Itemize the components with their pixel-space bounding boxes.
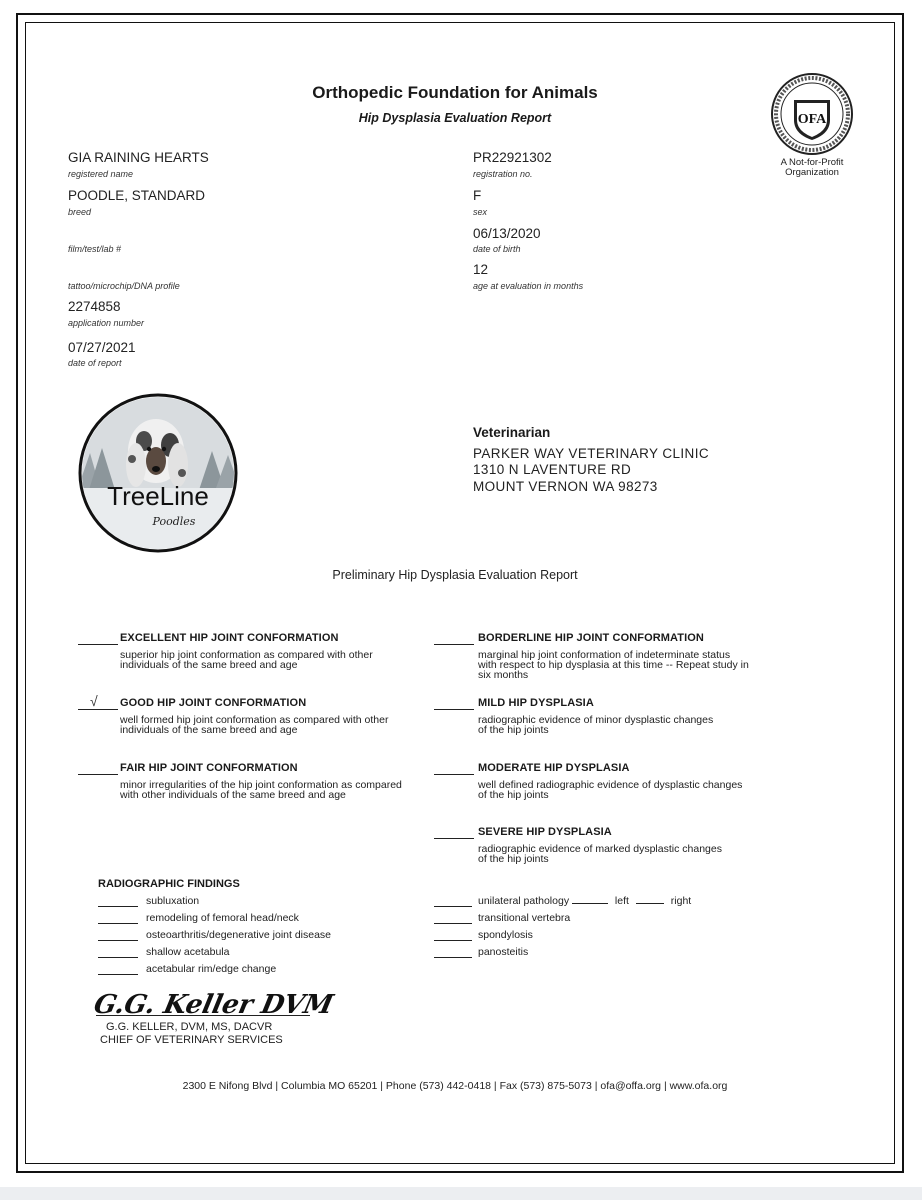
handwritten-signature (91, 983, 336, 1023)
treeline-poodles-logo (78, 393, 238, 553)
finding-blank (98, 906, 138, 907)
preliminary-title: Preliminary Hip Dysplasia Evaluation Report (332, 568, 578, 582)
finding-item: panosteitis (478, 946, 529, 958)
grade-blank (78, 644, 118, 645)
finding-item: osteoarthritis/degenerative joint disease (146, 929, 332, 941)
finding-item: acetabular rim/edge change (146, 963, 277, 975)
right-blank (636, 903, 664, 904)
application-number-caption: application number (68, 318, 145, 328)
film-number-caption: film/test/lab # (68, 244, 122, 254)
grade-description: well defined radiographic evidence of dysplastic changes of the hip joints (478, 779, 743, 801)
report-title: Orthopedic Foundation for Animals (312, 83, 598, 102)
grade-description: well formed hip joint conformation as compared with other individuals of the same breed and age (120, 714, 389, 736)
tattoo-caption: tattoo/microchip/DNA profile (68, 281, 180, 291)
finding-blank (434, 940, 472, 941)
finding-item: transitional vertebra (478, 912, 571, 924)
findings-heading: RADIOGRAPHIC FINDINGS (98, 878, 240, 890)
grade-description: superior hip joint conformation as compared with other individuals of the same breed and age (120, 649, 373, 671)
svg-text:OFA: OFA (797, 112, 827, 127)
grade-blank (78, 774, 118, 775)
sex-value: F (473, 188, 482, 203)
grade-label: BORDERLINE HIP JOINT CONFORMATION (478, 632, 704, 644)
grade-description: minor irregularities of the hip joint conformation as compared with other individuals of the same breed and age (120, 779, 402, 801)
finding-blank (434, 906, 472, 907)
registration-no-caption: registration no. (473, 169, 533, 179)
report-date-value: 07/27/2021 (68, 340, 136, 355)
report-date-caption: date of report (68, 358, 122, 368)
footer-contact: 2300 E Nifong Blvd | Columbia MO 65201 | Phone (573) 442-0418 | Fax (573) 875-5073 | ofa@offa.org | www.ofa.org (182, 1080, 728, 1092)
grade-blank (434, 774, 474, 775)
birth-date-value: 06/13/2020 (473, 226, 541, 241)
grade-label: GOOD HIP JOINT CONFORMATION (120, 697, 307, 709)
finding-item: remodeling of femoral head/neck (146, 912, 299, 924)
finding-blank (434, 923, 472, 924)
finding-item: subluxation (146, 895, 200, 907)
finding-item: shallow acetabula (146, 946, 230, 958)
right-word: right (670, 895, 692, 907)
veterinarian-street: 1310 N LAVENTURE RD (473, 462, 632, 477)
report-subtitle: Hip Dysplasia Evaluation Report (358, 111, 552, 125)
nonprofit-caption: A Not-for-Profit Organization (780, 157, 844, 178)
veterinarian-heading: Veterinarian (473, 425, 551, 440)
grade-description: radiographic evidence of marked dysplastic changes of the hip joints (478, 843, 722, 865)
veterinarian-city: MOUNT VERNON WA 98273 (473, 479, 658, 494)
finding-blank (98, 974, 138, 975)
grade-label: MODERATE HIP DYSPLASIA (478, 762, 630, 774)
sex-caption: sex (473, 207, 488, 217)
signature-line (96, 1015, 310, 1016)
grade-blank (78, 709, 118, 710)
finding-blank (98, 957, 138, 958)
finding-blank (98, 923, 138, 924)
left-blank (572, 903, 608, 904)
grade-description: marginal hip joint conformation of indeterminate status with respect to hip dysplasia at this time -- Repeat study in six months (478, 649, 749, 681)
breed-value: POODLE, STANDARD (68, 188, 206, 203)
svg-text:Poodles: Poodles (152, 515, 196, 528)
breed-caption: breed (68, 207, 92, 217)
grade-blank (434, 709, 474, 710)
age-caption: age at evaluation in months (473, 281, 584, 291)
finding-blank (98, 940, 138, 941)
grade-label: SEVERE HIP DYSPLASIA (478, 826, 612, 838)
finding-item-label: unilateral pathology (478, 895, 570, 907)
grade-description: radiographic evidence of minor dysplastic changes of the hip joints (478, 714, 714, 736)
signer-title: CHIEF OF VETERINARY SERVICES (100, 1034, 283, 1046)
svg-text:G.G. Keller DVM: G.G. Keller DVM (91, 989, 336, 1020)
birth-date-caption: date of birth (473, 244, 521, 254)
viewer-bottom-strip (0, 1187, 922, 1200)
checkmark: √ (90, 693, 98, 709)
application-number-value: 2274858 (68, 299, 121, 314)
signer-name: G.G. KELLER, DVM, MS, DACVR (106, 1021, 273, 1033)
grade-label: FAIR HIP JOINT CONFORMATION (120, 762, 298, 774)
grade-blank (434, 644, 474, 645)
grade-blank (434, 838, 474, 839)
veterinarian-clinic: PARKER WAY VETERINARY CLINIC (473, 446, 710, 461)
ofa-seal-logo (770, 72, 854, 156)
registered-name-caption: registered name (68, 169, 134, 179)
registration-no-value: PR22921302 (473, 150, 552, 165)
finding-item-unilateral (478, 895, 691, 907)
svg-text:TreeLine: TreeLine (107, 481, 209, 511)
left-word: left (614, 895, 629, 907)
grade-label: EXCELLENT HIP JOINT CONFORMATION (120, 632, 339, 644)
finding-blank (434, 957, 472, 958)
grade-label: MILD HIP DYSPLASIA (478, 697, 594, 709)
registered-name-value: GIA RAINING HEARTS (68, 150, 209, 165)
finding-item: spondylosis (478, 929, 533, 941)
age-value: 12 (473, 262, 489, 277)
